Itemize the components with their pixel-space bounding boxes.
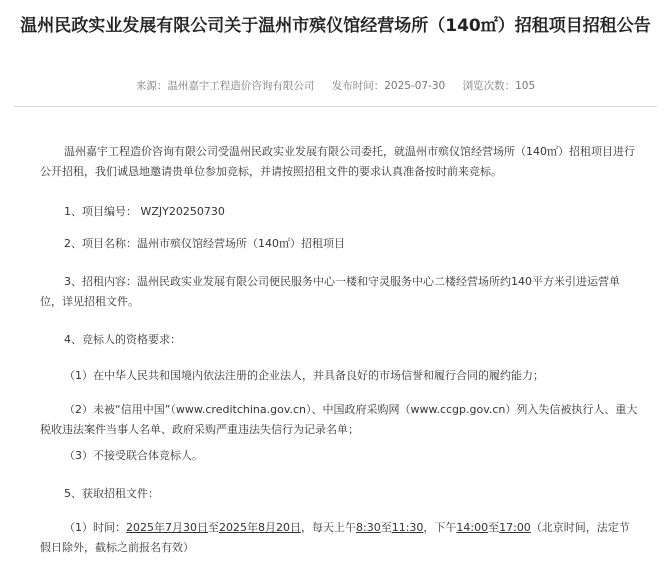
project-number: 1、项目编号： WZJY20250730 — [64, 205, 225, 218]
time-am-end: 11:30 — [391, 521, 424, 534]
time-to-2: 至 — [380, 521, 392, 534]
time-date-start: 2025年7月30日 — [126, 521, 208, 534]
article-meta — [0, 78, 671, 93]
requirement-1: （1）在中华人民共和国境内依法注册的企业法人，并具备良好的市场信誉和履行合同的履约能力； — [64, 369, 544, 382]
obtain-time — [40, 518, 640, 558]
time-daily: ，每天上午 — [301, 521, 356, 534]
obtain-documents-heading: 5、获取招租文件： — [64, 487, 159, 500]
time-prefix: （1）时间： — [64, 521, 126, 534]
view-count: 浏览次数：105 — [462, 80, 536, 92]
time-suffix: （北京时间，法定节假日除外，截标之前报名有效） — [40, 521, 630, 554]
intro-paragraph: 温州嘉宇工程造价咨询有限公司受温州民政实业发展有限公司委托，就温州市殡仪馆经营场所（140㎡）招租项目进行公开招租，我们诚恳地邀请贵单位参加竞标，并请按照招租文件的要求认真准备按时前来竞标。 — [40, 145, 635, 178]
requirement-2: （2）未被“信用中国”（www.creditchina.gov.cn）、中国政府采购网（www.ccgp.gov.cn）列入失信被执行人、重大税收违法案件当事人名单、政府采购严重违法失信行为记录名单； — [40, 403, 638, 436]
source-label: 来源：温州嘉宇工程造价咨询有限公司 — [135, 80, 315, 92]
project-name: 2、项目名称：温州市殡仪馆经营场所（140㎡）招租项目 — [64, 237, 345, 250]
publish-date: 发布时间：2025-07-30 — [331, 80, 446, 92]
time-to-3: 至 — [488, 521, 500, 534]
page-title: 温州民政实业发展有限公司关于温州市殡仪馆经营场所（140㎡）招租项目招租公告 — [20, 16, 651, 36]
time-date-end: 2025年8月20日 — [219, 521, 301, 534]
lease-content: 3、招租内容：温州民政实业发展有限公司便民服务中心一楼和守灵服务中心二楼经营场所约140平方米引进运营单位，详见招租文件。 — [40, 275, 620, 308]
qualification-heading: 4、竞标人的资格要求： — [64, 333, 181, 346]
time-pm-start: 14:00 — [456, 521, 489, 534]
time-am-start: 8:30 — [356, 521, 381, 534]
time-to-1: 至 — [208, 521, 219, 534]
time-pm-label: ，下午 — [423, 521, 457, 534]
requirement-3: （3）不接受联合体竞标人。 — [64, 449, 203, 462]
time-pm-end: 17:00 — [499, 521, 531, 534]
title-divider — [14, 106, 657, 107]
